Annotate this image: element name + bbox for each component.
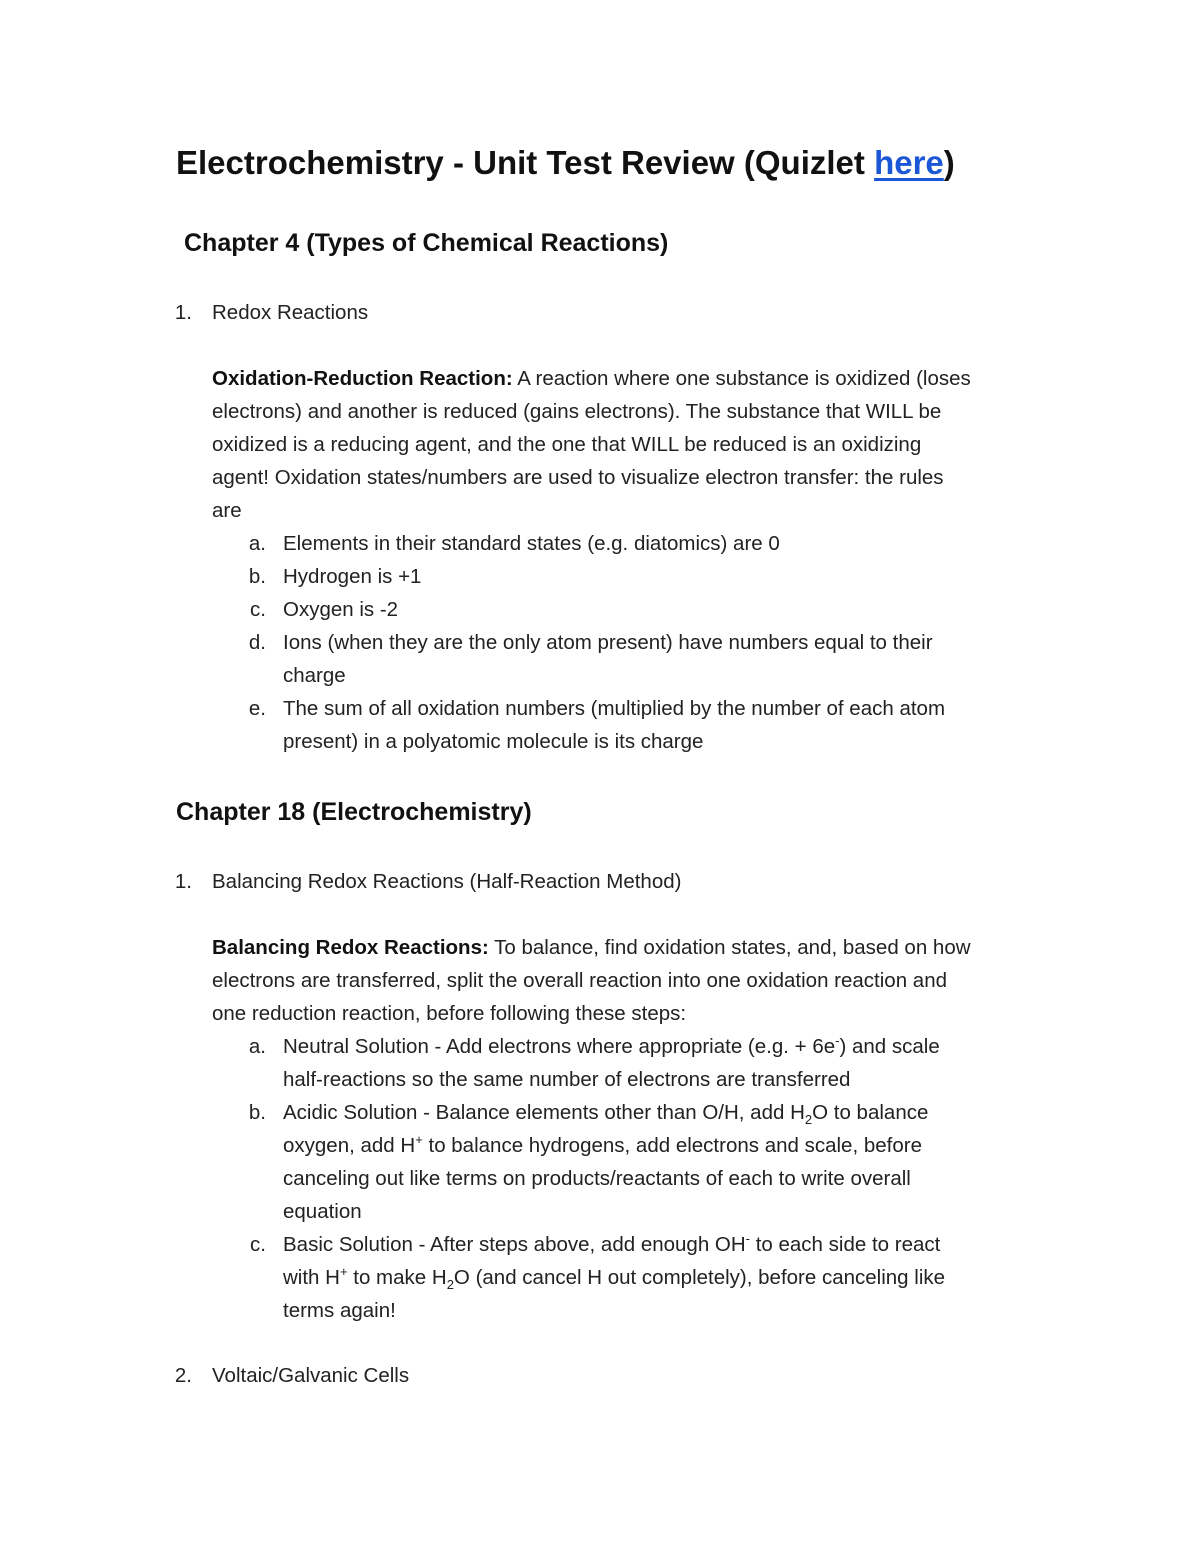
list-item-continued: present) in a polyatomic molecule is its charge — [283, 730, 704, 753]
list-item-balancing-redox: Balancing Redox Reactions (Half-Reaction Method) — [212, 870, 682, 893]
definition-line: one reduction reaction, before following these steps: — [212, 1002, 687, 1025]
text-run: Basic Solution - After steps above, add enough OH — [283, 1233, 746, 1256]
definition-term: Balancing Redox Reactions: — [212, 936, 489, 959]
list-letter: a. — [248, 532, 266, 555]
text-run: Acidic Solution - Balance elements other than O/H, add H — [283, 1101, 805, 1124]
text-run: to make H — [347, 1266, 447, 1289]
superscript: - — [835, 1033, 840, 1048]
text-run: O to balance — [812, 1101, 929, 1124]
definition-term: Oxidation-Reduction Reaction: — [212, 367, 513, 390]
text-run: to each side to react — [750, 1233, 941, 1256]
list-item — [283, 1030, 940, 1063]
definition-line — [212, 362, 971, 395]
definition-text: To balance, find oxidation states, and, based on how — [488, 936, 971, 959]
list-letter: c. — [250, 1233, 266, 1256]
definition-line: electrons) and another is reduced (gains electrons). The substance that WILL be — [212, 400, 942, 423]
list-item-continued: charge — [283, 664, 346, 687]
text-run: ) and scale — [839, 1035, 940, 1058]
list-item: Elements in their standard states (e.g. diatomics) are 0 — [283, 532, 780, 555]
list-item-continued — [283, 1129, 922, 1162]
definition-line: oxidized is a reducing agent, and the one that WILL be reduced is an oxidizing — [212, 433, 922, 456]
list-item — [283, 1228, 940, 1261]
list-item — [283, 1096, 928, 1129]
chapter-4-heading: Chapter 4 (Types of Chemical Reactions) — [184, 229, 669, 257]
subscript: 2 — [446, 1277, 454, 1292]
list-letter: c. — [250, 598, 266, 621]
list-letter: b. — [248, 565, 266, 588]
list-item-continued: half-reactions so the same number of electrons are transferred — [283, 1068, 851, 1091]
list-item: Ions (when they are the only atom present) have numbers equal to their — [283, 631, 933, 654]
list-item-redox-reactions: Redox Reactions — [212, 301, 369, 324]
list-item-continued — [283, 1261, 945, 1294]
superscript: - — [745, 1231, 751, 1246]
text-run: Neutral Solution - Add electrons where appropriate (e.g. + 6e — [283, 1035, 836, 1058]
definition-line — [212, 931, 971, 964]
list-item-continued: canceling out like terms on products/reactants of each to write overall — [283, 1167, 911, 1190]
text-run: with H — [283, 1266, 340, 1289]
list-item: The sum of all oxidation numbers (multiplied by the number of each atom — [283, 697, 946, 720]
chapter-18-heading: Chapter 18 (Electrochemistry) — [176, 798, 532, 826]
superscript: + — [415, 1132, 423, 1147]
text-run: O (and cancel H out completely), before canceling like — [453, 1266, 946, 1289]
title-close-paren: ) — [943, 144, 955, 181]
list-letter: e. — [248, 697, 266, 720]
definition-line: agent! Oxidation states/numbers are used to visualize electron transfer: the rules — [212, 466, 944, 489]
list-number: 1. — [174, 301, 192, 324]
list-item: Hydrogen is +1 — [283, 565, 422, 588]
definition-line: are — [212, 499, 242, 522]
definition-line: electrons are transferred, split the overall reaction into one oxidation reaction and — [212, 969, 948, 992]
text-run: to balance hydrogens, add electrons and scale, before — [422, 1134, 922, 1157]
list-item-continued: terms again! — [283, 1299, 396, 1322]
title-text: Electrochemistry - Unit Test Review (Quizlet — [176, 144, 875, 181]
list-item-voltaic-cells: Voltaic/Galvanic Cells — [212, 1364, 410, 1387]
list-letter: d. — [248, 631, 266, 654]
list-item: Oxygen is -2 — [283, 598, 399, 621]
list-number: 1. — [174, 870, 192, 893]
list-item-continued: equation — [283, 1200, 362, 1223]
list-letter: b. — [248, 1101, 266, 1124]
quizlet-link[interactable]: here — [874, 144, 944, 181]
definition-text: A reaction where one substance is oxidized (loses — [512, 367, 971, 390]
list-number: 2. — [174, 1364, 192, 1387]
superscript: + — [339, 1264, 348, 1279]
text-run: oxygen, add H — [283, 1134, 416, 1157]
page-title — [176, 141, 955, 185]
list-letter: a. — [248, 1035, 266, 1058]
subscript: 2 — [804, 1112, 813, 1127]
